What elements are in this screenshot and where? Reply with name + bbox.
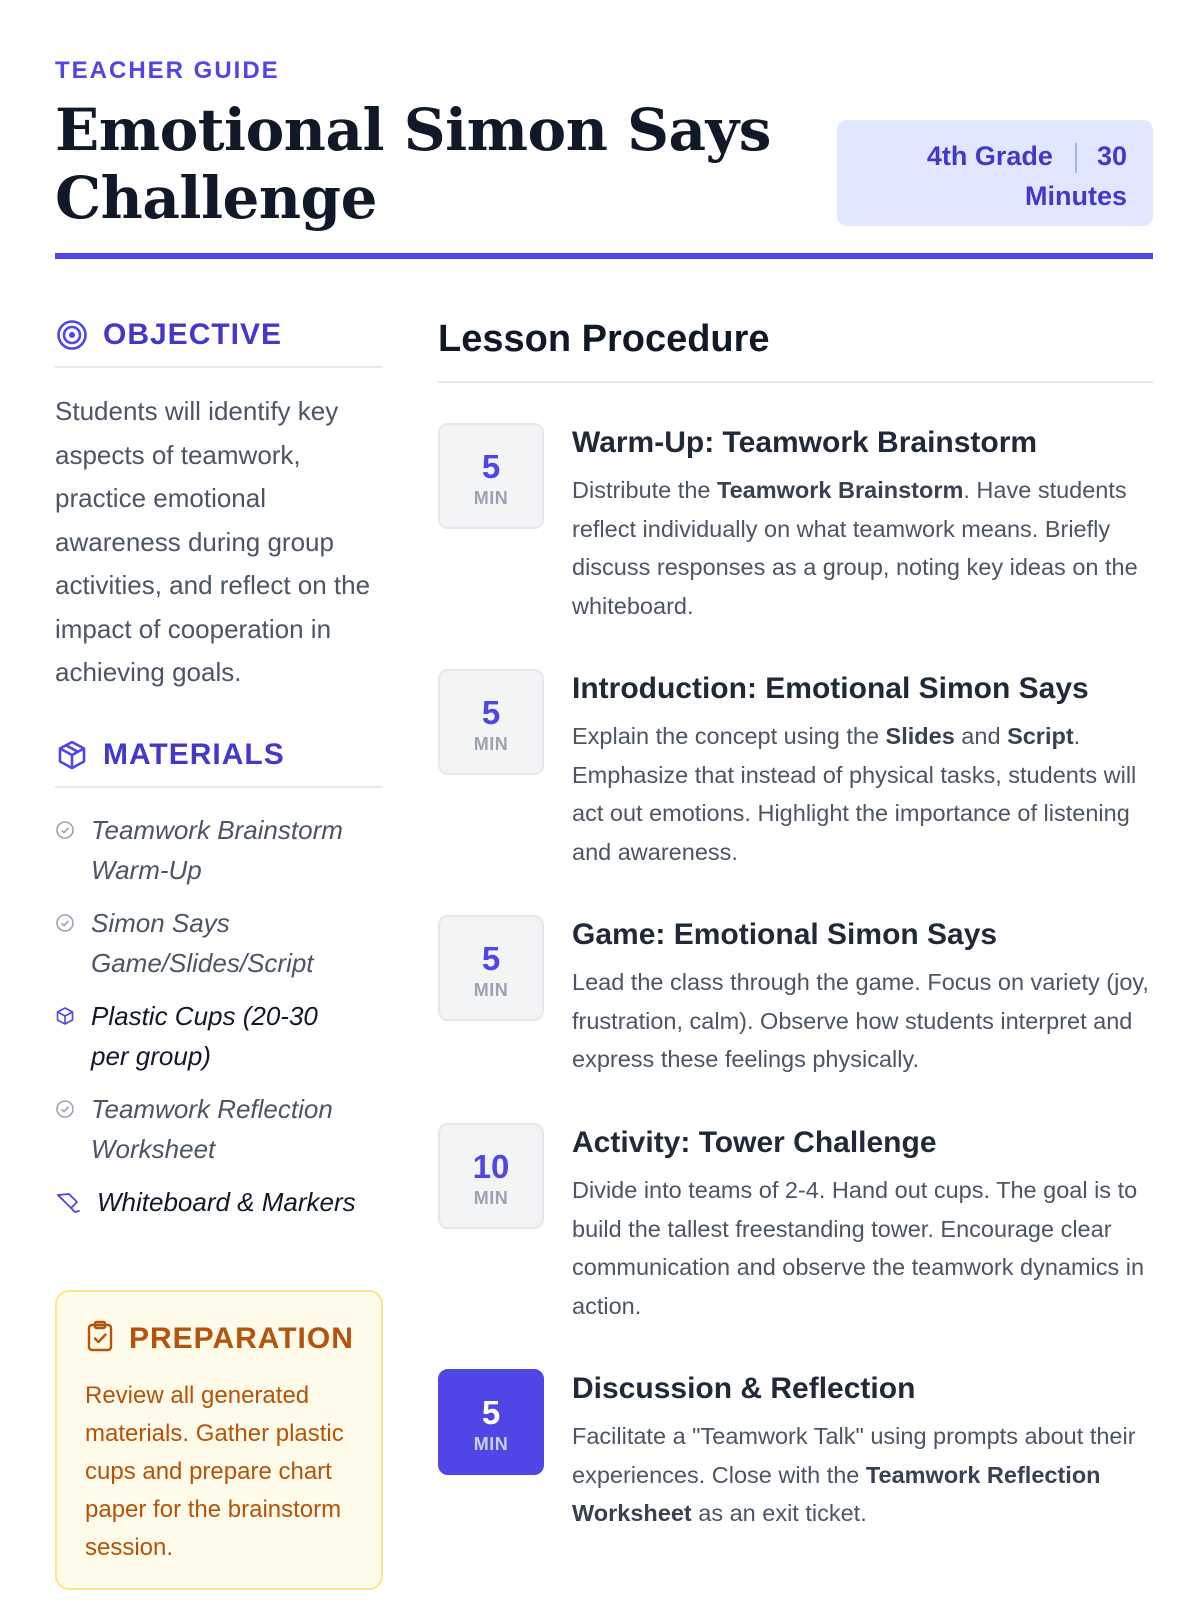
- meta-divider: [1075, 143, 1077, 173]
- step-minutes: 10: [472, 1148, 510, 1185]
- step-unit: MIN: [473, 980, 509, 1000]
- step-title: Introduction: Emotional Simon Says: [572, 672, 1089, 705]
- materials-heading: MATERIALS: [103, 738, 285, 771]
- step-title: Warm-Up: Teamwork Brainstorm: [572, 426, 1038, 459]
- lesson-meta-badge: [837, 120, 1153, 226]
- materials-header: [55, 738, 383, 788]
- step-description: Distribute the Teamwork Brainstorm. Have students reflect individually on what teamwork means. Briefly discuss responses as a group, noting key ideas on the whiteboard.: [572, 477, 1138, 619]
- objective-header: [55, 318, 383, 368]
- material-label: Teamwork Brainstorm Warm-Up: [91, 815, 343, 885]
- materials-section: [55, 738, 383, 1235]
- material-label: Simon Says Game/Slides/Script: [91, 908, 314, 978]
- duration-badge: [438, 915, 544, 1021]
- grade-label: 4th Grade: [926, 141, 1053, 171]
- step-body: [572, 1123, 1153, 1325]
- step-minutes: 5: [481, 694, 501, 731]
- step-body: [572, 423, 1153, 625]
- step-minutes: 5: [481, 448, 501, 485]
- procedure-heading: Lesson Procedure: [438, 318, 1153, 383]
- list-item: [55, 1089, 383, 1169]
- step-title: Game: Emotional Simon Says: [572, 918, 998, 951]
- step-body: [572, 669, 1153, 871]
- marker-icon: [55, 1182, 81, 1222]
- box-icon: [55, 738, 89, 772]
- step-unit: MIN: [473, 1434, 509, 1454]
- list-item: [55, 810, 383, 890]
- check-circle-icon: [55, 810, 75, 850]
- materials-list: [55, 810, 383, 1222]
- list-item: [55, 903, 383, 983]
- step-unit: MIN: [473, 734, 509, 754]
- step-description: Divide into teams of 2-4. Hand out cups. The goal is to build the tallest freestanding tower. Encourage clear communication and observe the teamwork dynamics in action.: [572, 1177, 1145, 1319]
- step-title: Activity: Tower Challenge: [572, 1126, 937, 1159]
- teacher-guide-page: [55, 0, 1153, 1600]
- header-rule: [55, 253, 1153, 259]
- step-title: Discussion & Reflection: [572, 1372, 916, 1405]
- objective-section: [55, 318, 383, 695]
- title-line-1: Emotional Simon Says: [55, 96, 771, 164]
- step-minutes: 5: [481, 1394, 501, 1431]
- objective-heading: OBJECTIVE: [103, 318, 283, 351]
- preparation-text: Review all generated materials. Gather plastic cups and prepare chart paper for the brainstorm session.: [85, 1382, 344, 1561]
- step-unit: MIN: [473, 1188, 509, 1208]
- step-description: Lead the class through the game. Focus on variety (joy, frustration, calm). Observe how students interpret and express these feelings physically.: [572, 969, 1149, 1072]
- list-item: [55, 996, 383, 1076]
- material-label: Plastic Cups (20-30 per group): [91, 1001, 318, 1071]
- duration-label: 30 Minutes: [1024, 141, 1127, 211]
- duration-badge: [438, 423, 544, 529]
- check-circle-icon: [55, 1089, 75, 1129]
- clipboard-check-icon: [85, 1320, 115, 1357]
- step-unit: MIN: [473, 488, 509, 508]
- preparation-heading: PREPARATION: [129, 1321, 354, 1355]
- step-minutes: 5: [481, 940, 501, 977]
- objective-text: Students will identify key aspects of teamwork, practice emotional awareness during group activities, and reflect on the impact of cooperation in achieving goals.: [55, 396, 371, 687]
- duration-badge-active: [438, 1369, 544, 1475]
- title-line-2: Challenge: [55, 164, 378, 232]
- step-body: [572, 915, 1153, 1079]
- step-description: Facilitate a "Teamwork Talk" using prompts about their experiences. Close with the Teamwork Reflection Worksheet as an exit ticket.: [572, 1423, 1136, 1526]
- material-label: Teamwork Reflection Worksheet: [91, 1094, 333, 1164]
- step-body: [572, 1369, 1153, 1533]
- check-circle-icon: [55, 903, 75, 943]
- duration-badge: [438, 669, 544, 775]
- step-description: Explain the concept using the Slides and Script. Emphasize that instead of physical tasks, students will act out emotions. Highlight the importance of listening and awareness.: [572, 723, 1137, 865]
- list-item: [55, 1182, 383, 1222]
- preparation-card: [55, 1290, 383, 1590]
- duration-badge: [438, 1123, 544, 1229]
- material-label: Whiteboard & Markers: [97, 1187, 356, 1217]
- lesson-procedure-section: [438, 318, 1153, 1526]
- page-title: [55, 96, 795, 232]
- cube-icon: [55, 996, 75, 1036]
- eyebrow-label: TEACHER GUIDE: [55, 57, 280, 84]
- target-icon: [55, 318, 89, 352]
- preparation-header: [85, 1320, 355, 1357]
